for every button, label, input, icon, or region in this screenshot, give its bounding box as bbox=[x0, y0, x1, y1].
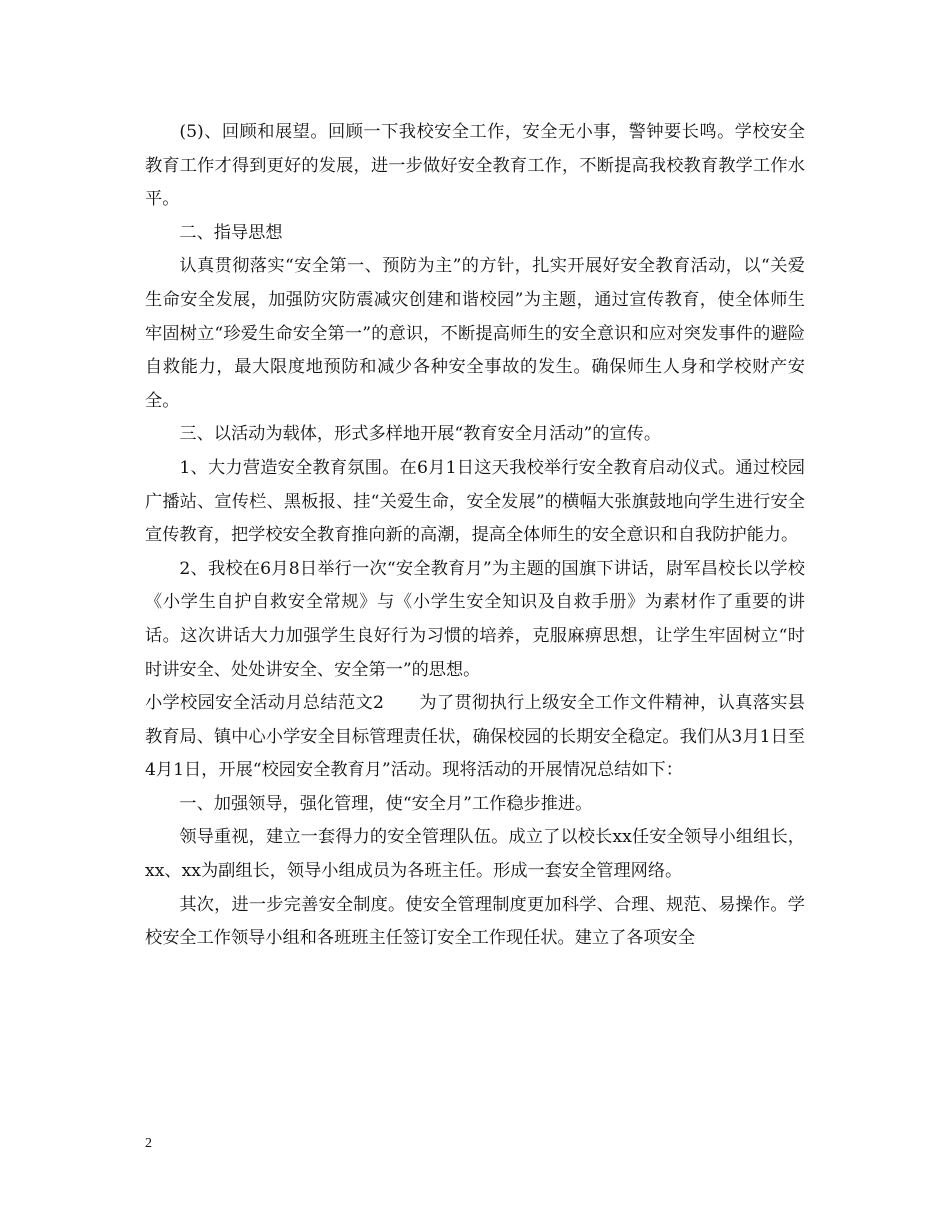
paragraph-safety-system: 其次，进一步完善安全制度。使安全管理制度更加科学、合理、规范、易操作。学校安全工作领导小组和各班班主任签订安全工作现任状。建立了各项安全 bbox=[145, 894, 805, 949]
heading-activities: 三、以活动为载体，形式多样地开展“教育安全月活动”的宣传。 bbox=[179, 424, 662, 445]
heading-leadership: 一、加强领导，强化管理，使“安全月”工作稳步推进。 bbox=[179, 793, 593, 814]
paragraph-activity-1: 1、大力营造安全教育氛围。在6月1日这天我校举行安全教育启动仪式。通过校园广播站、宣传栏、黑板报、挂“关爱生命，安全发展”的横幅大张旗鼓地向学生进行安全宣传教育，把学校安全教育推向新的高潮，提高全体师生的安全意识和自我防护能力。 bbox=[145, 457, 805, 546]
paragraph-review-outlook: (5)、回顾和展望。回顾一下我校安全工作，安全无小事，警钟要长鸣。学校安全教育工作才得到更好的发展，进一步做好安全教育工作，不断提高我校教育教学工作水平。 bbox=[145, 122, 805, 210]
page-number: 2 bbox=[145, 1136, 152, 1151]
document-body bbox=[145, 116, 805, 956]
paragraph-sample-2-intro: 小学校园安全活动月总结范文2 为了贯彻执行上级安全工作文件精神，认真落实县教育局、镇中心小学安全目标管理责任状，确保校园的长期安全稳定。我们从3月1日至4月1日，开展“校园安全教育月”活动。现将活动的开展情况总结如下： bbox=[145, 693, 805, 781]
paragraph-activity-2: 2、我校在6月8日举行一次“安全教育月”为主题的国旗下讲话，尉军昌校长以学校《小学生自护自救安全常规》与《小学生安全知识及自救手册》为素材作了重要的讲话。这次讲话大力加强学生良好行为习惯的培养，克服麻痹思想，让学生牢固树立“时时讲安全、处处讲安全、安全第一”的思想。 bbox=[145, 558, 805, 680]
paragraph-leadership: 领导重视，建立一套得力的安全管理队伍。成立了以校长xx任安全领导小组组长，xx、xx为副组长，领导小组成员为各班主任。形成一套安全管理网络。 bbox=[145, 827, 805, 882]
paragraph-guiding-ideology: 认真贯彻落实“安全第一、预防为主”的方针，扎实开展好安全教育活动，以“关爱生命安全发展，加强防灾防震减灾创建和谐校园”为主题，通过宣传教育，使全体师生牢固树立“珍爱生命安全第一”的意识，不断提高师生的安全意识和应对突发事件的避险自救能力，最大限度地预防和减少各种安全事故的发生。确保师生人身和学校财产安全。 bbox=[145, 256, 805, 411]
heading-guiding-ideology: 二、指导思想 bbox=[179, 222, 283, 243]
